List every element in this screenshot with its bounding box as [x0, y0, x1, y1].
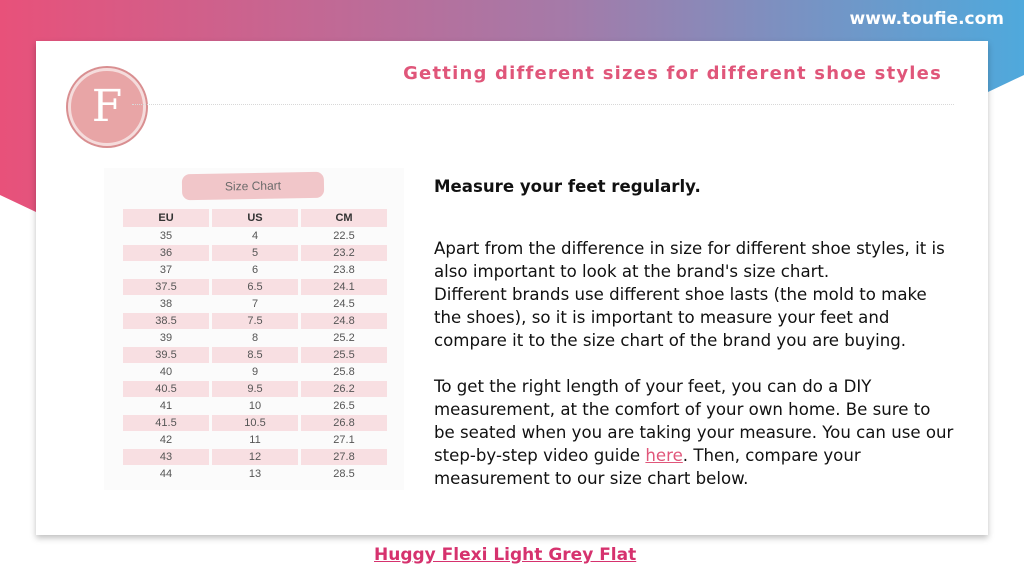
table-row: [123, 296, 387, 312]
table-cell: 41.5: [123, 415, 209, 431]
table-cell: 23.2: [301, 245, 387, 261]
table-cell: 13: [248, 468, 262, 480]
table-cell: 6.5: [212, 279, 298, 295]
table-cell: 5: [212, 245, 298, 261]
table-cell: 38: [159, 298, 173, 310]
table-cell: 40.5: [123, 381, 209, 397]
table-cell: 24.1: [301, 279, 387, 295]
table-row: [123, 449, 387, 465]
table-cell: 7: [251, 298, 259, 310]
table-cell: 40: [159, 366, 173, 378]
table-row: [123, 398, 387, 414]
size-chart-table: [120, 208, 390, 483]
brand-logo: [68, 68, 146, 146]
table-cell: 6: [251, 264, 259, 276]
table-row: [123, 228, 387, 244]
table-cell: 8: [251, 332, 259, 344]
table-row: [123, 262, 387, 278]
title-divider: [132, 104, 954, 105]
table-cell: 28.5: [333, 468, 355, 480]
table-row: [123, 330, 387, 346]
table-row: [123, 415, 387, 431]
page-title: Getting different sizes for different shoe styles: [403, 63, 942, 84]
table-cell: 9: [251, 366, 259, 378]
diy-text-start: To get the right length of your feet, you can do a DIY measurement, at the comfort of your own home. Be sure to be seated when you are taking your measure. You can use our step-by-step video guide: [434, 377, 954, 465]
table-row: [123, 364, 387, 380]
table-cell: 39.5: [123, 347, 209, 363]
logo-letter: F: [91, 81, 123, 132]
table-cell: 25.8: [333, 366, 355, 378]
table-cell: 10.5: [212, 415, 298, 431]
table-row: [123, 313, 387, 329]
table-cell: 8.5: [212, 347, 298, 363]
table-cell: 24.5: [333, 298, 355, 310]
table-cell: 27.1: [333, 434, 355, 446]
table-row: [123, 381, 387, 397]
size-chart-label-badge: [182, 172, 324, 200]
paragraph-diy-measure: [434, 375, 954, 490]
table-cell: 38.5: [123, 313, 209, 329]
table-cell: 41: [159, 400, 173, 412]
table-cell: 25.5: [301, 347, 387, 363]
table-row: [123, 347, 387, 363]
table-cell: 23.8: [333, 264, 355, 276]
site-url[interactable]: www.toufie.com: [849, 9, 1004, 29]
table-cell: 27.8: [301, 449, 387, 465]
table-cell: 44: [159, 468, 173, 480]
table-cell: 4: [251, 230, 259, 242]
table-cell: 36: [123, 245, 209, 261]
paragraph-shoe-lasts: Different brands use different shoe lasts (the mold to make the shoes), so it is important to measure your feet and compare it to the size chart of the brand you are buying.: [434, 285, 927, 350]
table-cell: 11: [249, 434, 261, 446]
size-chart-header-row: [123, 209, 387, 227]
table-cell: 37: [159, 264, 173, 276]
table-cell: 25.2: [333, 332, 355, 344]
table-row: [123, 245, 387, 261]
product-link[interactable]: Huggy Flexi Light Grey Flat: [374, 545, 637, 565]
table-cell: 35: [159, 230, 173, 242]
table-cell: 9.5: [212, 381, 298, 397]
table-cell: 42: [159, 434, 173, 446]
content-card: [36, 41, 988, 535]
table-row: [123, 432, 387, 448]
table-cell: 22.5: [333, 230, 355, 242]
table-cell: 24.8: [301, 313, 387, 329]
table-cell: 26.5: [333, 400, 355, 412]
table-cell: 26.2: [301, 381, 387, 397]
table-cell: 43: [123, 449, 209, 465]
section-heading: Measure your feet regularly.: [434, 177, 701, 196]
diy-text-end: . Then, compare your measurement to our size chart below.: [434, 446, 861, 488]
size-chart-image: [104, 168, 404, 490]
size-chart-label: Size Chart: [224, 178, 282, 194]
paragraph-brand-size: Apart from the difference in size for different shoe styles, it is also important to look at the brand's size chart.: [434, 239, 945, 281]
article-body: [434, 175, 954, 490]
table-cell: 37.5: [123, 279, 209, 295]
table-cell: 7.5: [212, 313, 298, 329]
video-guide-link[interactable]: here: [645, 446, 683, 465]
column-header: EU: [123, 209, 209, 227]
table-cell: 12: [212, 449, 298, 465]
table-row: [123, 279, 387, 295]
column-header: CM: [301, 209, 387, 227]
table-row: [123, 466, 387, 482]
table-cell: 26.8: [301, 415, 387, 431]
table-cell: 10: [248, 400, 262, 412]
table-cell: 39: [159, 332, 173, 344]
column-header: US: [212, 209, 298, 227]
